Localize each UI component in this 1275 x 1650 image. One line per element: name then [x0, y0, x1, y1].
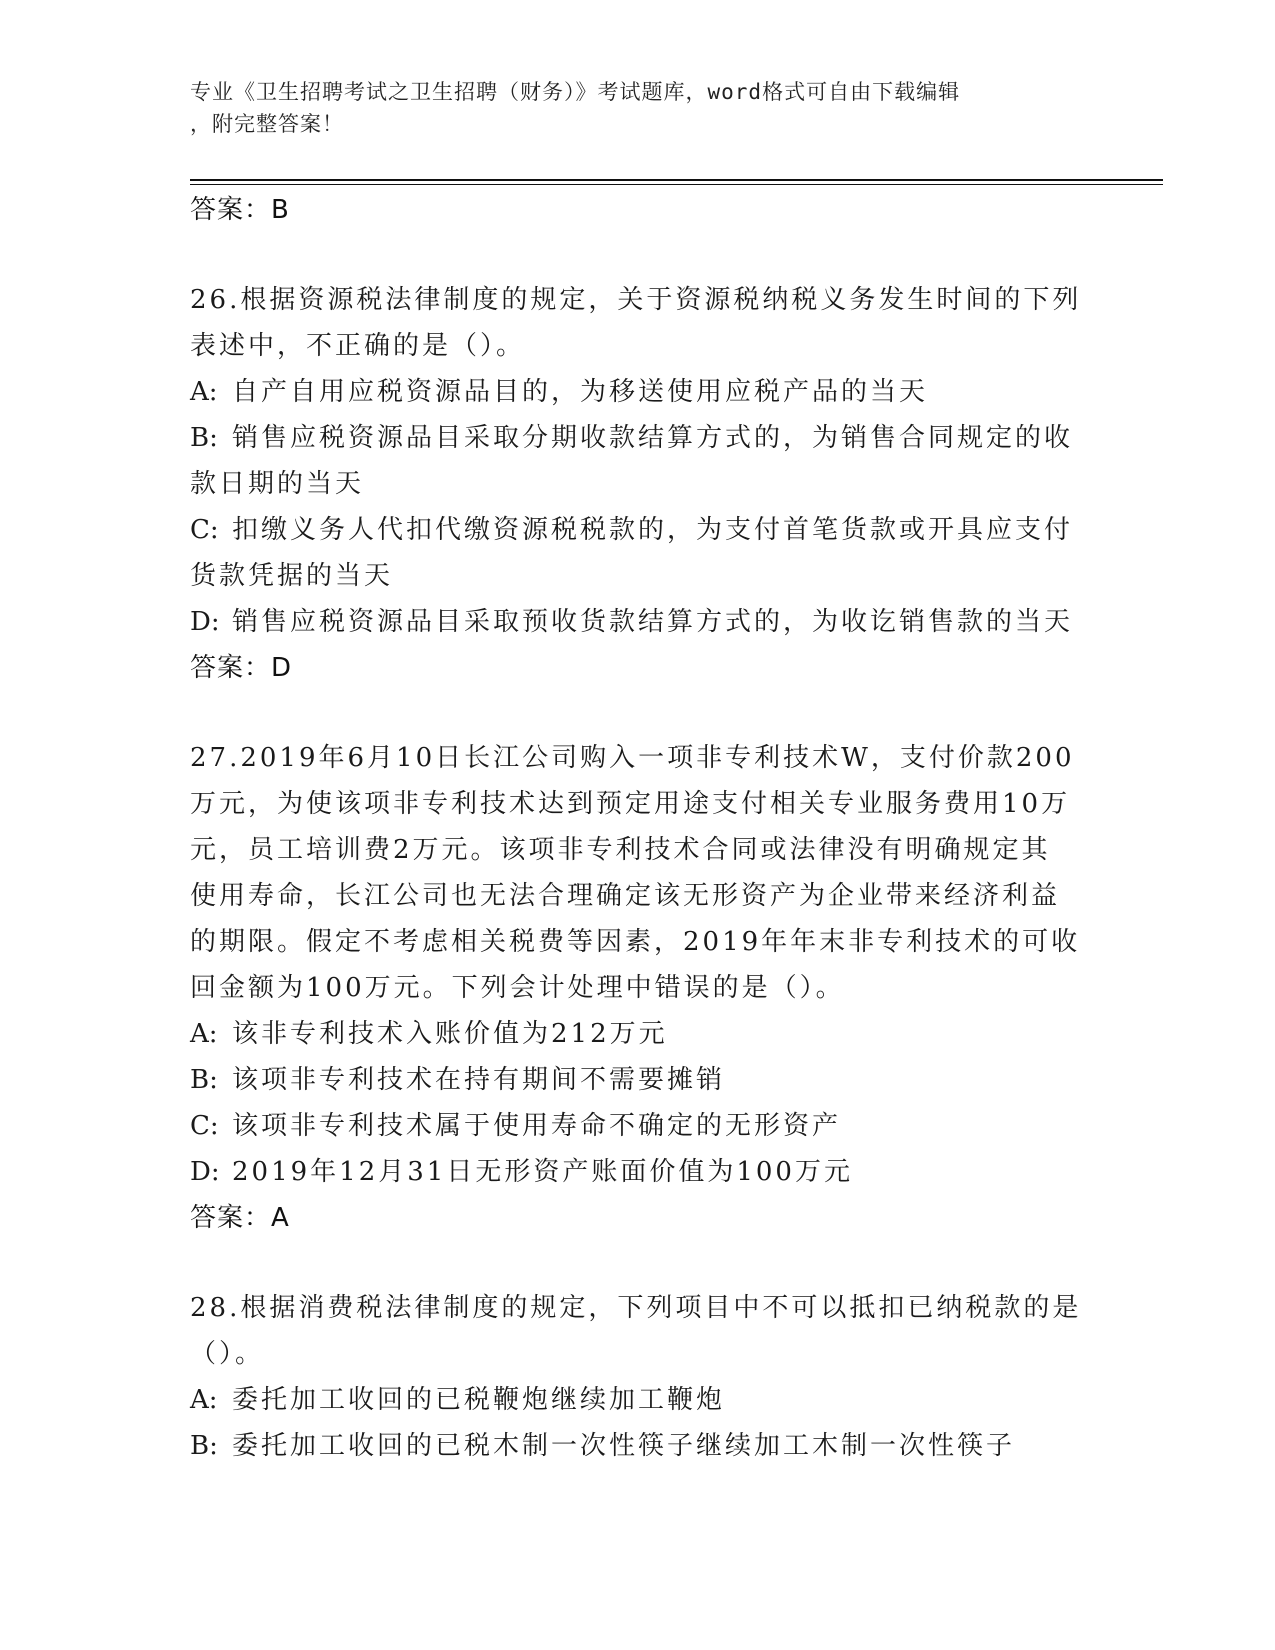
option-label: B:: [190, 1431, 218, 1461]
question-text: 元，员工培训费2万元。该项非专利技术合同或法律没有明确规定其: [190, 835, 1051, 865]
option-text: 扣缴义务人代扣代缴资源税税款的，为支付首笔货款或开具应支付: [232, 515, 1074, 545]
option-c-continued: 货款凭据的当天: [190, 561, 394, 591]
option-label: C:: [190, 1111, 219, 1141]
question-text: 28.根据消费税法律制度的规定，下列项目中不可以抵扣已纳税款的是: [190, 1293, 1082, 1323]
option-text: 销售应税资源品目采取分期收款结算方式的，为销售合同规定的收: [232, 423, 1074, 453]
page-header: [190, 76, 1090, 140]
option-label: B:: [190, 1065, 218, 1095]
option-c: [190, 507, 1090, 553]
header-title-line-2: ，附完整答案！: [190, 112, 344, 136]
spacer: [190, 1241, 1090, 1285]
option-label: A:: [190, 1019, 218, 1049]
option-d: [190, 1149, 1090, 1195]
option-b: [190, 415, 1090, 461]
option-text: 2019年12月31日无形资产账面价值为100万元: [232, 1157, 853, 1187]
option-label: A:: [190, 1385, 218, 1415]
option-d: [190, 599, 1090, 645]
question-26: [190, 277, 1090, 691]
option-c: [190, 1103, 1090, 1149]
question-text: 27.2019年6月10日长江公司购入一项非专利技术W，支付价款200: [190, 743, 1075, 773]
option-text: 委托加工收回的已税木制一次性筷子继续加工木制一次性筷子: [232, 1431, 1016, 1461]
spacer: [190, 233, 1090, 277]
option-b-continued: 款日期的当天: [190, 469, 365, 499]
option-label: A:: [190, 377, 218, 407]
question-text: 表述中，不正确的是（）。: [190, 331, 526, 361]
header-divider-thick: [190, 179, 1163, 181]
option-b: [190, 1057, 1090, 1103]
spacer: [190, 691, 1090, 735]
option-text: 该项非专利技术在持有期间不需要摊销: [232, 1065, 726, 1095]
option-label: D:: [190, 607, 220, 637]
question-27: [190, 735, 1090, 1241]
question-text: （）。: [190, 1339, 265, 1369]
option-text: 该非专利技术入账价值为212万元: [232, 1019, 668, 1049]
question-text: 回金额为100万元。下列会计处理中错误的是（）。: [190, 973, 845, 1003]
option-text: 委托加工收回的已税鞭炮继续加工鞭炮: [232, 1385, 726, 1415]
header-title-line-1: 专业《卫生招聘考试之卫生招聘（财务）》考试题库，word格式可自由下载编辑: [190, 80, 961, 104]
option-label: D:: [190, 1157, 220, 1187]
answer-q26: 答案：D: [190, 653, 293, 683]
option-a: [190, 1377, 1090, 1423]
option-text: 销售应税资源品目采取预收货款结算方式的，为收讫销售款的当天: [232, 607, 1074, 637]
question-text: 使用寿命，长江公司也无法合理确定该无形资产为企业带来经济利益: [190, 881, 1061, 911]
answer-q27: 答案：A: [190, 1203, 290, 1233]
question-text: 的期限。假定不考虑相关税费等因素，2019年年末非专利技术的可收: [190, 927, 1081, 957]
option-b: [190, 1423, 1090, 1469]
option-a: [190, 369, 1090, 415]
header-divider-thin: [190, 184, 1163, 185]
question-28: [190, 1285, 1090, 1469]
question-text: 26.根据资源税法律制度的规定，关于资源税纳税义务发生时间的下列: [190, 285, 1082, 315]
document-body: [190, 187, 1090, 1469]
option-a: [190, 1011, 1090, 1057]
option-text: 自产自用应税资源品目的，为移送使用应税产品的当天: [232, 377, 929, 407]
option-label: B:: [190, 423, 218, 453]
option-text: 该项非专利技术属于使用寿命不确定的无形资产: [232, 1111, 842, 1141]
option-label: C:: [190, 515, 219, 545]
question-text: 万元，为使该项非专利技术达到预定用途支付相关专业服务费用10万: [190, 789, 1071, 819]
answer-q25: 答案：B: [190, 195, 290, 225]
